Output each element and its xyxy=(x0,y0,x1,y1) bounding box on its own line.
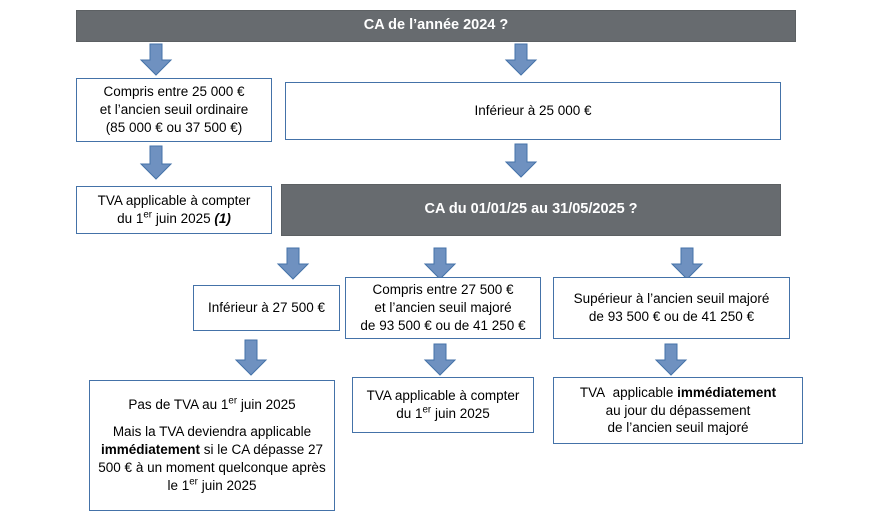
node-opt-below-27500-label: Inférieur à 27 500 € xyxy=(207,300,326,316)
node-result-tva-june xyxy=(352,377,534,433)
node-opt-between-27500-label: Compris entre 27 500 € et l’ancien seuil majoré de 93 500 € ou de 41 250 € xyxy=(360,282,526,333)
arrow-below-to-second-header xyxy=(505,144,537,178)
arrow-opt3-to-result3 xyxy=(655,344,687,376)
arrow-root-to-between xyxy=(140,44,172,76)
arrow-opt2-to-result2 xyxy=(424,344,456,376)
node-result-tva-june-note-label: TVA applicable à compter du 1er juin 2025 (1) xyxy=(97,193,251,226)
node-result-tva-immediate xyxy=(553,377,803,444)
node-opt-between-27500 xyxy=(345,277,541,339)
node-second-question xyxy=(281,184,781,236)
arrow-header-to-opt-above-majore xyxy=(671,248,703,280)
arrow-between-to-tva-june xyxy=(140,146,172,180)
node-root-question-label: CA de l’année 2024 ? xyxy=(363,17,509,34)
node-result-no-tva-label: Pas de TVA au 1er juin 2025 Mais la TVA deviendra applicable immédiatement si le CA dépasse 27 500 € à un moment quelconque après le 1er juin 2025 xyxy=(98,395,326,493)
node-opt-above-majore-label: Supérieur à l’ancien seuil majoré de 93 500 € ou de 41 250 € xyxy=(573,291,770,324)
arrow-header-to-opt-between-27500 xyxy=(424,248,456,280)
node-ca-below-25000-label: Inférieur à 25 000 € xyxy=(474,103,592,119)
node-result-tva-immediate-label: TVA applicable immédiatement au jour du dépassement de l’ancien seuil majoré xyxy=(579,384,777,436)
node-second-question-label: CA du 01/01/25 au 31/05/2025 ? xyxy=(424,201,638,218)
arrow-header-to-opt-below-27500 xyxy=(277,248,309,280)
node-opt-below-27500 xyxy=(193,285,340,331)
node-result-tva-june-note xyxy=(76,186,272,234)
arrow-opt1-to-result1 xyxy=(235,340,267,376)
node-opt-above-majore xyxy=(553,277,790,339)
node-ca-between-25000-label: Compris entre 25 000 € et l’ancien seuil ordinaire (85 000 € ou 37 500 €) xyxy=(99,84,249,135)
node-result-tva-june-label: TVA applicable à compter du 1er juin 2025 xyxy=(366,388,520,421)
node-ca-between-25000 xyxy=(76,78,272,142)
node-ca-below-25000 xyxy=(285,82,781,140)
arrow-root-to-below xyxy=(505,44,537,76)
node-root-question xyxy=(76,10,796,42)
node-result-no-tva xyxy=(89,380,335,511)
